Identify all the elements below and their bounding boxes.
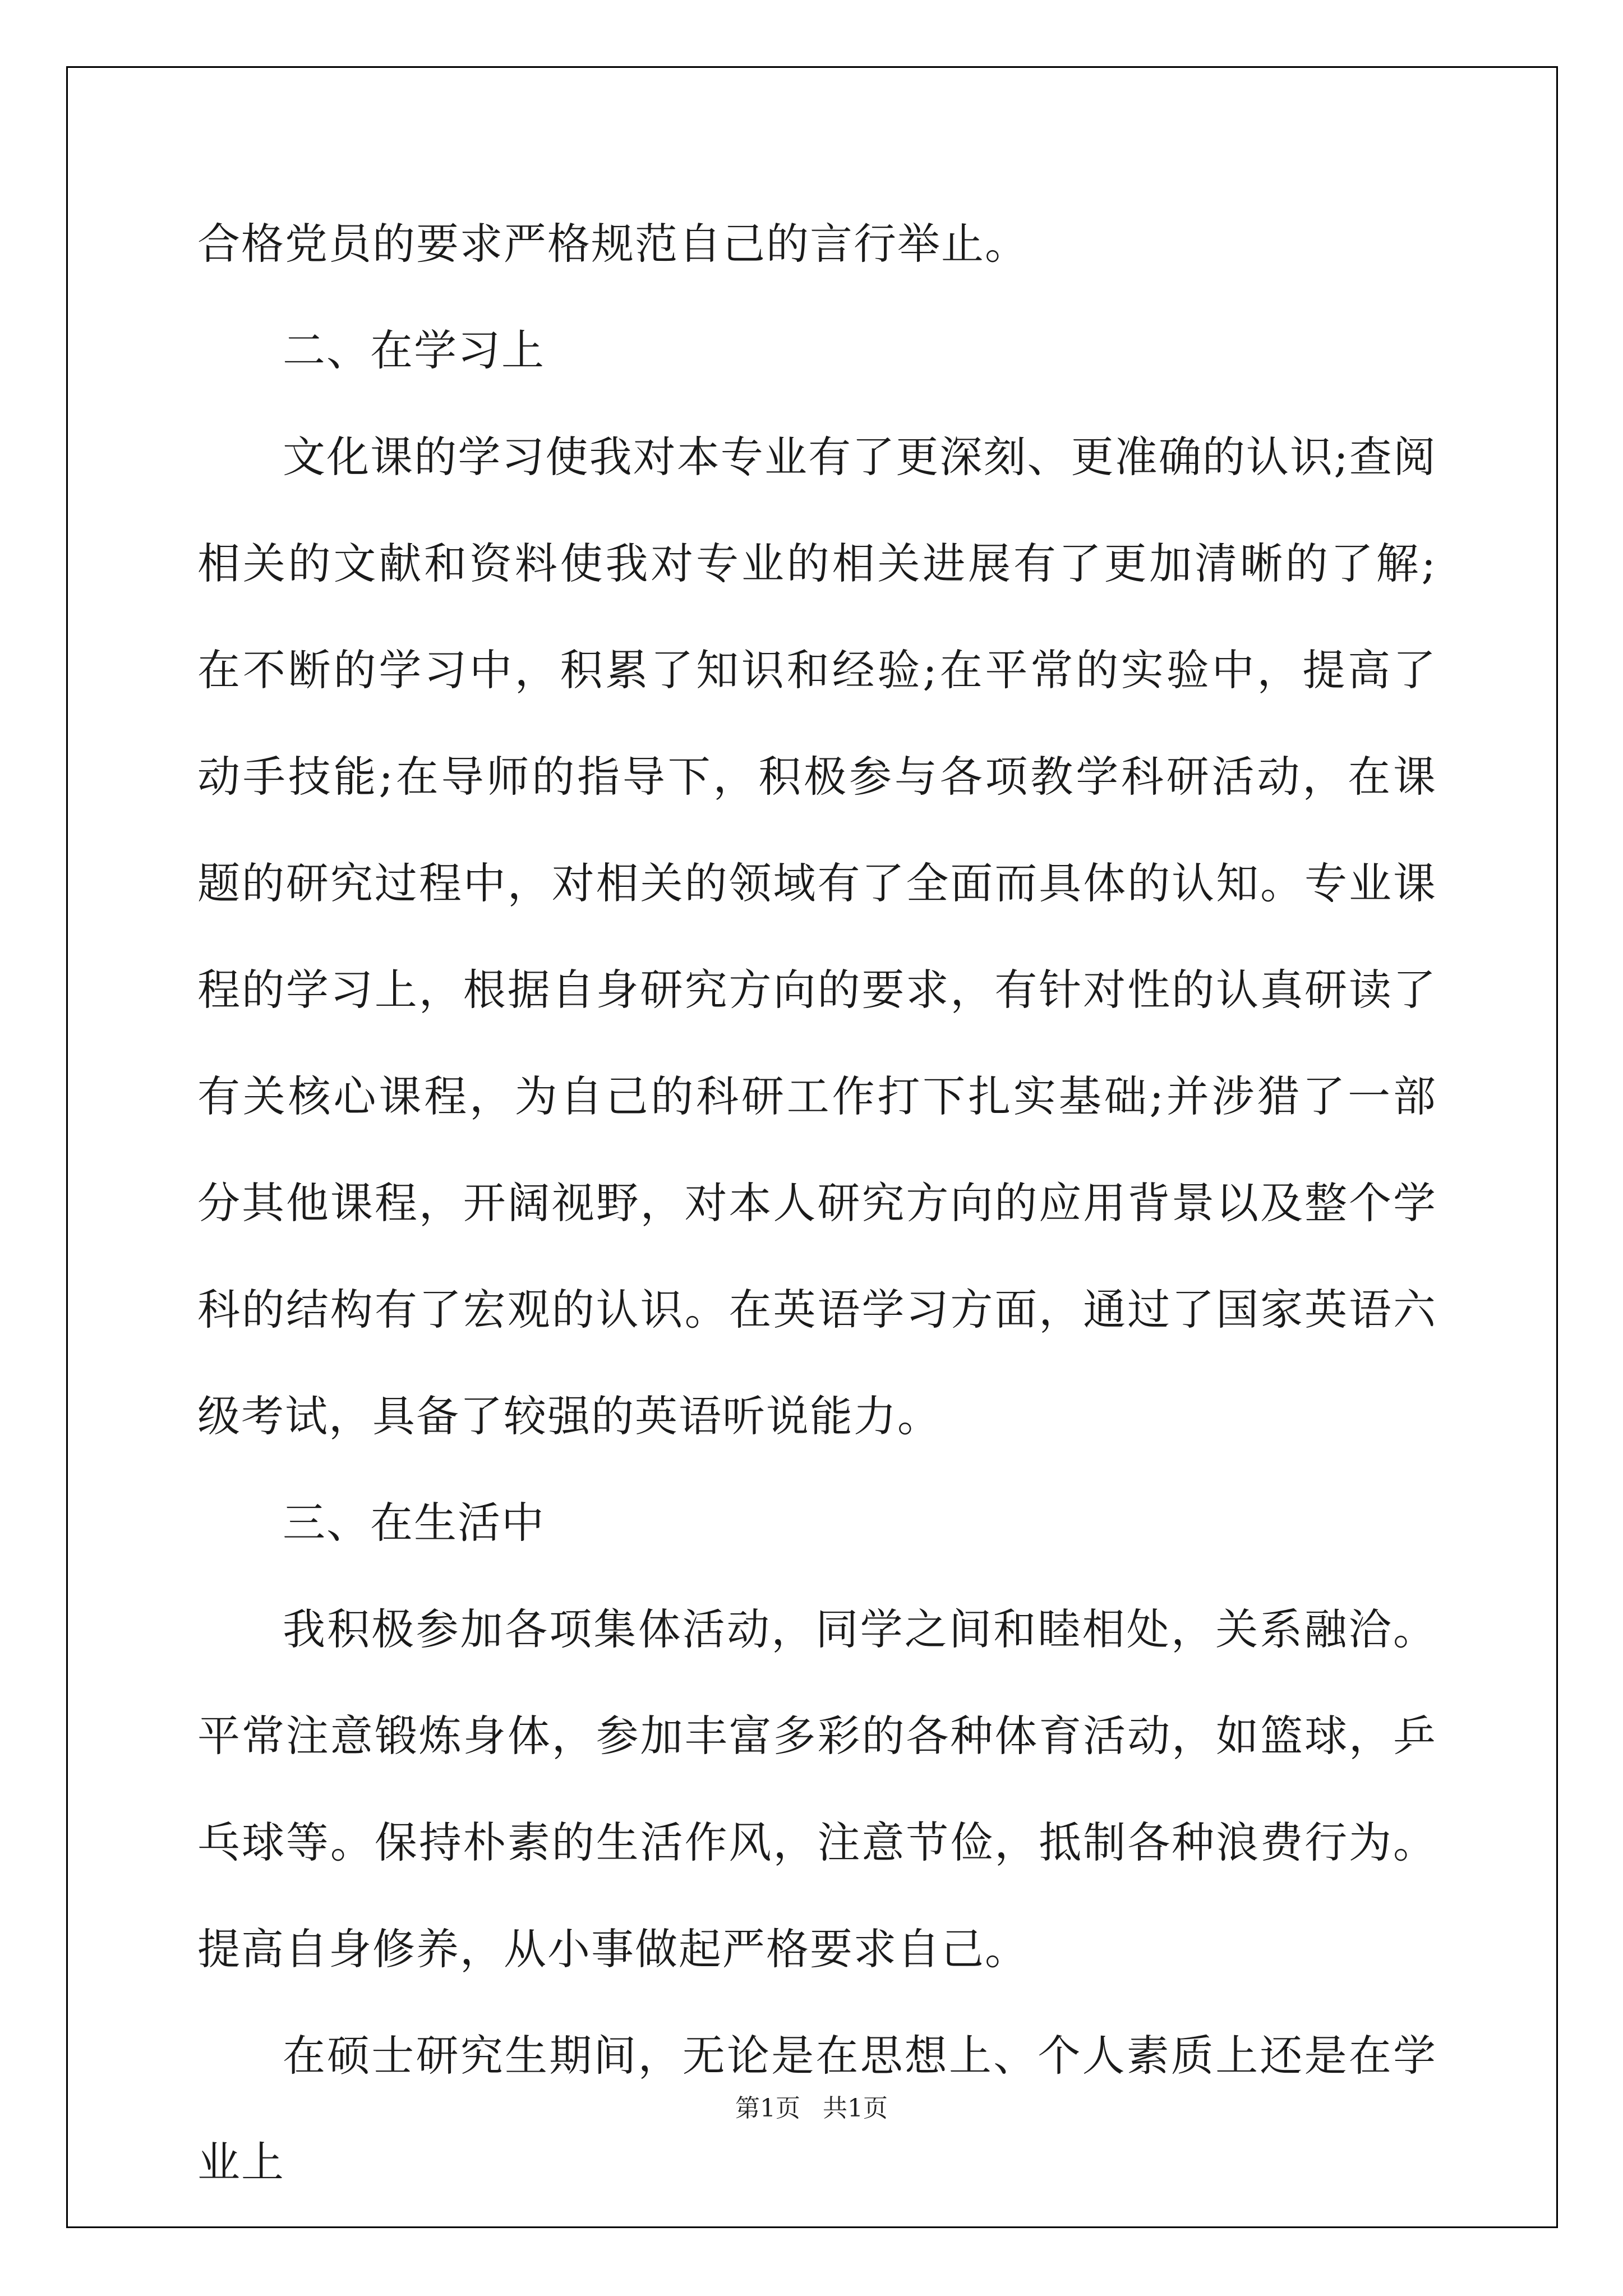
document-body	[197, 191, 1437, 2216]
page-number-current: 第1页	[735, 2094, 800, 2123]
paragraph-continuation: 合格党员的要求严格规范自己的言行举止。	[197, 219, 1029, 269]
paragraph-summary: 在硕士研究生期间，无论是在思想上、个人素质上还是在学业上	[197, 2031, 1437, 2187]
paragraph-study: 文化课的学习使我对本专业有了更深刻、更准确的认识;查阅相关的文献和资料使我对专业的相关进展有了更加清晰的了解;在不断的学习中，积累了知识和经验;在平常的实验中，提高了动手技能;在导师的指导下，积极参与各项教学科研活动，在课题的研究过程中，对相关的领域有了全面而具体的认知。专业课程的学习上，根据自身研究方向的要求，有针对性的认真研读了有关核心课程，为自己的科研工作打下扎实基础;并涉猎了一部分其他课程，开阔视野，对本人研究方向的应用背景以及整个学科的结构有了宏观的认识。在英语学习方面，通过了国家英语六级考试，具备了较强的英语听说能力。	[197, 432, 1437, 1441]
section-heading-life: 三、在生活中	[283, 1498, 545, 1548]
section-heading-study: 二、在学习上	[283, 325, 545, 375]
page-footer	[0, 2088, 1623, 2124]
paragraph-life: 我积极参加各项集体活动，同学之间和睦相处，关系融洽。平常注意锻炼身体，参加丰富多彩的各种体育活动，如篮球，乒乓球等。保持朴素的生活作风，注意节俭，抵制各种浪费行为。提高自身修养，从小事做起严格要求自己。	[197, 1604, 1437, 1974]
page-number-total: 共1页	[823, 2094, 888, 2123]
